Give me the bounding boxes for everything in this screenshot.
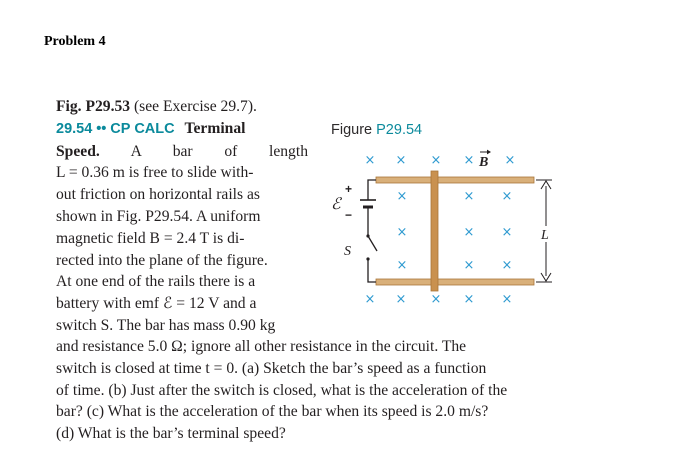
minus-sign: − bbox=[345, 208, 353, 222]
problem-title-continued: Speed. bbox=[56, 142, 100, 160]
difficulty-dots: •• bbox=[96, 120, 107, 137]
problem-line-8: battery with emf ℰ = 12 V and a bbox=[56, 295, 257, 313]
bottom-rail bbox=[376, 279, 534, 285]
problem-title: Terminal bbox=[184, 119, 246, 137]
switch-label: S bbox=[344, 244, 351, 259]
field-cross-3: × bbox=[430, 153, 442, 168]
wire-bottom bbox=[368, 259, 376, 282]
field-cross-15: × bbox=[364, 292, 376, 307]
vector-arrow-head bbox=[487, 150, 491, 155]
problem-line-7: At one end of the rails there is a bbox=[56, 273, 256, 291]
field-cross-5: × bbox=[504, 153, 516, 168]
emf-label: ℰ bbox=[331, 196, 341, 213]
field-cross-6: × bbox=[396, 189, 408, 204]
problem-line-1-text: A bar of length bbox=[130, 142, 308, 160]
field-cross-9: × bbox=[396, 225, 408, 240]
field-cross-1: × bbox=[364, 153, 376, 168]
problem-line-5: magnetic field B = 2.4 T is di- bbox=[56, 229, 245, 247]
switch-arm bbox=[368, 236, 377, 251]
problem-number: 29.54 bbox=[56, 120, 93, 137]
problem-line-2: L = 0.36 m is free to slide with- bbox=[56, 164, 254, 182]
field-cross-14: × bbox=[501, 258, 513, 273]
figure-caption-prefix: Figure bbox=[331, 122, 377, 138]
problem-line-3: out friction on horizontal rails as bbox=[56, 186, 260, 204]
field-cross-18: × bbox=[463, 292, 475, 307]
figure-reference-rest: (see Exercise 29.7). bbox=[130, 98, 257, 115]
field-cross-2: × bbox=[395, 153, 407, 168]
problem-wide-line-4: bar? (c) What is the acceleration of the bar when its speed is 2.0 m/s? bbox=[56, 403, 489, 421]
field-cross-17: × bbox=[430, 292, 442, 307]
field-cross-11: × bbox=[501, 225, 513, 240]
wire-top bbox=[368, 180, 376, 200]
tag-cp: CP bbox=[110, 120, 131, 137]
plus-sign: + bbox=[345, 182, 353, 196]
tag-calc: CALC bbox=[134, 120, 175, 137]
field-cross-8: × bbox=[501, 189, 513, 204]
field-cross-7: × bbox=[463, 189, 475, 204]
field-cross-4: × bbox=[463, 153, 475, 168]
problem-wide-line-2: switch is closed at time t = 0. (a) Sketch the bar’s speed as a function bbox=[56, 359, 487, 377]
field-label: B bbox=[479, 155, 489, 170]
problem-wide-line-5: (d) What is the bar’s terminal speed? bbox=[56, 425, 286, 443]
field-cross-13: × bbox=[463, 258, 475, 273]
field-cross-16: × bbox=[395, 292, 407, 307]
problem-line-6: rected into the plane of the figure. bbox=[56, 251, 268, 269]
sliding-bar bbox=[431, 171, 438, 291]
problem-wide-line-3: of time. (b) Just after the switch is closed, what is the acceleration of the bbox=[56, 381, 508, 399]
field-cross-12: × bbox=[396, 258, 408, 273]
field-cross-19: × bbox=[501, 292, 513, 307]
problem-line-9: switch S. The bar has mass 0.90 kg bbox=[56, 316, 276, 334]
length-label: L bbox=[541, 228, 549, 243]
figure-caption-number: P29.54 bbox=[376, 122, 423, 138]
problem-wide-line-1: and resistance 5.0 Ω; ignore all other resistance in the circuit. The bbox=[56, 338, 467, 355]
top-rail bbox=[376, 177, 534, 183]
field-cross-10: × bbox=[463, 225, 475, 240]
problem-line-4: shown in Fig. P29.54. A uniform bbox=[56, 207, 261, 225]
figure-reference-label: Fig. P29.53 bbox=[56, 98, 131, 115]
problem-heading: Problem 4 bbox=[44, 34, 106, 49]
